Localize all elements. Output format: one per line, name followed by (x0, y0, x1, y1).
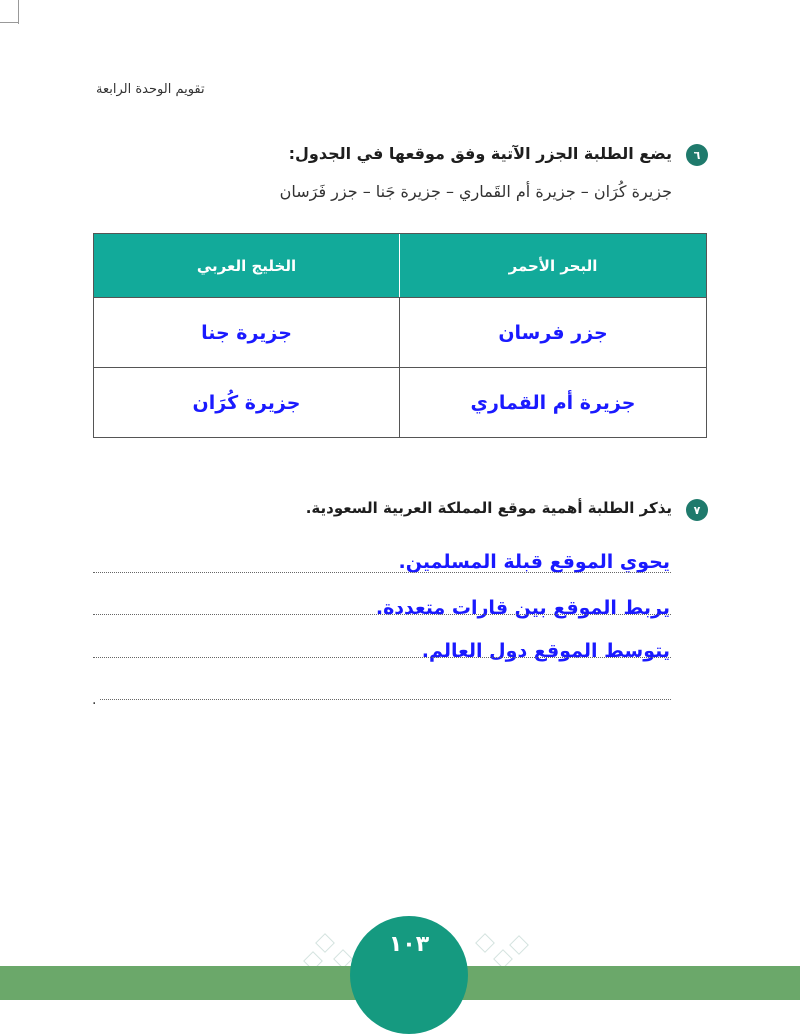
answer-dotted-line-1 (93, 572, 671, 573)
answer-dotted-line-2 (93, 614, 671, 615)
trailing-dot: . (92, 692, 97, 708)
decorative-diamond-icon (509, 935, 529, 955)
crop-mark-horizontal (0, 22, 18, 23)
answer-line-2: يربط الموقع بين قارات متعددة. (375, 597, 670, 619)
answer-dotted-line-3 (93, 657, 671, 658)
crop-mark-vertical (18, 0, 19, 24)
question-6-badge: ٦ (686, 144, 708, 166)
question-7-prompt: يذكر الطلبة أهمية موقع المملكة العربية السعودية. (305, 499, 672, 517)
answer-redsea-row1: جزر فرسان (400, 297, 706, 367)
unit-title: تقويم الوحدة الرابعة (96, 82, 205, 97)
decorative-diamond-icon (315, 933, 335, 953)
answer-dotted-line-4 (100, 699, 671, 700)
islands-table (93, 233, 707, 438)
answer-line-1: يحوي الموقع قبلة المسلمين. (398, 551, 670, 573)
header-arabian-gulf: الخليج العربي (94, 234, 400, 297)
question-7-badge: ٧ (686, 499, 708, 521)
answer-gulf-row2: جزيرة كُرَان (94, 367, 400, 437)
header-red-sea: البحر الأحمر (400, 234, 706, 297)
islands-list: جزيرة كُرَان – جزيرة أم القَماري – جزيرة جَنا – جزر فَرَسان (279, 182, 672, 201)
answer-line-3: يتوسط الموقع دول العالم. (421, 640, 670, 662)
decorative-diamond-icon (475, 933, 495, 953)
page-number: ١٠٣ (388, 932, 430, 957)
answer-redsea-row2: جزيرة أم القماري (400, 367, 706, 437)
answer-gulf-row1: جزيرة جنا (94, 297, 400, 367)
page-number-badge (350, 916, 468, 1034)
question-6-prompt: يضع الطلبة الجزر الآتية وفق موقعها في الجدول: (288, 144, 672, 163)
